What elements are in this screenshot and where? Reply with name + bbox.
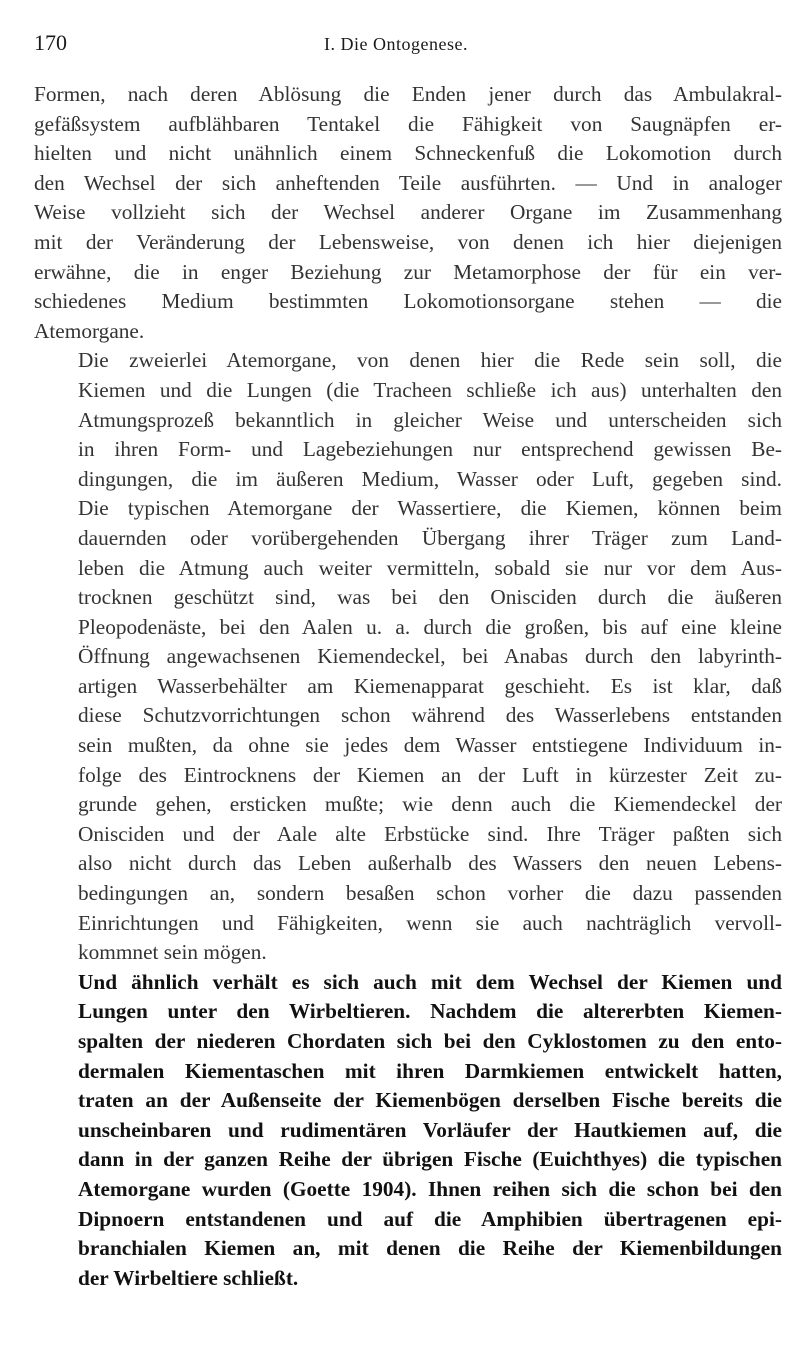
text-line: kommnet sein mögen. [78,940,267,965]
text-line: Atemorgane. [34,318,145,343]
text-line: dermalen Kiementaschen mit ihren Darmkiemen entwickelt hatten, [78,1058,782,1083]
text-line: leben die Atmung auch weiter vermitteln, sobald sie nur vor dem Aus- [78,555,782,580]
text-line: Weise vollzieht sich der Wechsel anderer Organe im Zusammenhang [34,200,782,225]
running-title: I. Die Ontogenese. [324,34,468,54]
text-line: den Wechsel der sich anheftenden Teile ausführten. — Und in analoger [34,170,782,195]
text-line: in ihren Form- und Lagebeziehungen nur entsprechend gewissen Be- [78,437,782,462]
text-line: Öffnung angewachsenen Kiemendeckel, bei Anabas durch den labyrinth- [78,644,782,669]
text-line: Kiemen und die Lungen (die Tracheen schließe ich aus) unterhalten den [78,377,782,402]
text-line: unscheinbaren und rudimentären Vorläufer der Hautkiemen auf, die [78,1117,782,1142]
text-line: gefäßsystem aufblähbaren Tentakel die Fähigkeit von Saugnäpfen er- [34,111,782,136]
text-line: dann in der ganzen Reihe der übrigen Fische (Euichthyes) die typischen [78,1147,782,1172]
text-line: dingungen, die im äußeren Medium, Wasser oder Luft, gegeben sind. [78,466,782,491]
page-number: 170 [34,30,67,55]
text-line: sein mußten, da ohne sie jedes dem Wasser entstiegene Individuum in- [78,733,782,758]
text-line: Einrichtungen und Fähigkeiten, wenn sie auch nachträglich vervoll- [78,910,782,935]
text-line: grunde gehen, ersticken mußte; wie denn auch die Kiemendeckel der [78,792,782,817]
text-line: Pleopodenäste, bei den Aalen u. a. durch die großen, bis auf eine kleine [78,614,782,639]
text-line: bedingungen an, sondern besaßen schon vorher die dazu passenden [78,881,782,906]
text-line: artigen Wasserbehälter am Kiemenapparat geschieht. Es ist klar, daß [78,673,782,698]
text-line: traten an der Außenseite der Kiemenbögen derselben Fische bereits die [78,1088,782,1113]
text-line: also nicht durch das Leben außerhalb des Wassers den neuen Lebens- [78,851,782,876]
text-line: Lungen unter den Wirbeltieren. Nachdem die altererbten Kiemen- [78,999,782,1024]
text-line: trocknen geschützt sind, was bei den Onisciden durch die äußeren [78,585,782,610]
text-line: Formen, nach deren Ablösung die Enden jener durch das Ambulakral- [34,82,782,106]
text-line: hielten und nicht unähnlich einem Schneckenfuß die Lokomotion durch [34,141,782,166]
body-text [34,80,782,1293]
text-line: Die typischen Atemorgane der Wassertiere, die Kiemen, können beim [78,496,782,521]
text-line: Die zweierlei Atemorgane, von denen hier die Rede sein soll, die [78,348,782,373]
text-line: folge des Eintrocknens der Kiemen an der Luft in kürzester Zeit zu- [78,762,782,787]
paragraph [34,346,782,967]
text-line: Und ähnlich verhält es sich auch mit dem Wechsel der Kiemen und [78,969,782,994]
text-line: Atemorgane wurden (Goette 1904). Ihnen reihen sich die schon bei den [78,1176,782,1201]
text-line: branchialen Kiemen an, mit denen die Reihe der Kiemenbildungen [78,1236,782,1261]
paragraph [34,80,782,346]
text-line: diese Schutzvorrichtungen schon während des Wasserlebens entstanden [78,703,782,728]
text-line: dauernden oder vorübergehenden Übergang ihrer Träger zum Land- [78,525,782,550]
text-line: mit der Veränderung der Lebensweise, von denen ich hier diejenigen [34,229,782,254]
text-line: schiedenes Medium bestimmten Lokomotionsorgane stehen — die [34,289,782,314]
text-line: Dipnoern entstandenen und auf die Amphibien übertragenen epi- [78,1206,782,1231]
text-line: Atmungsprozeß bekanntlich in gleicher Weise und unterscheiden sich [78,407,782,432]
text-line: Onisciden und der Aale alte Erbstücke sind. Ihre Träger paßten sich [78,821,782,846]
text-line: erwähne, die in enger Beziehung zur Metamorphose der für ein ver- [34,259,782,284]
page-header [34,30,800,60]
paragraph [34,968,782,1294]
text-line: der Wirbeltiere schließt. [78,1265,299,1290]
text-line: spalten der niederen Chordaten sich bei den Cyklostomen zu den ento- [78,1029,782,1053]
